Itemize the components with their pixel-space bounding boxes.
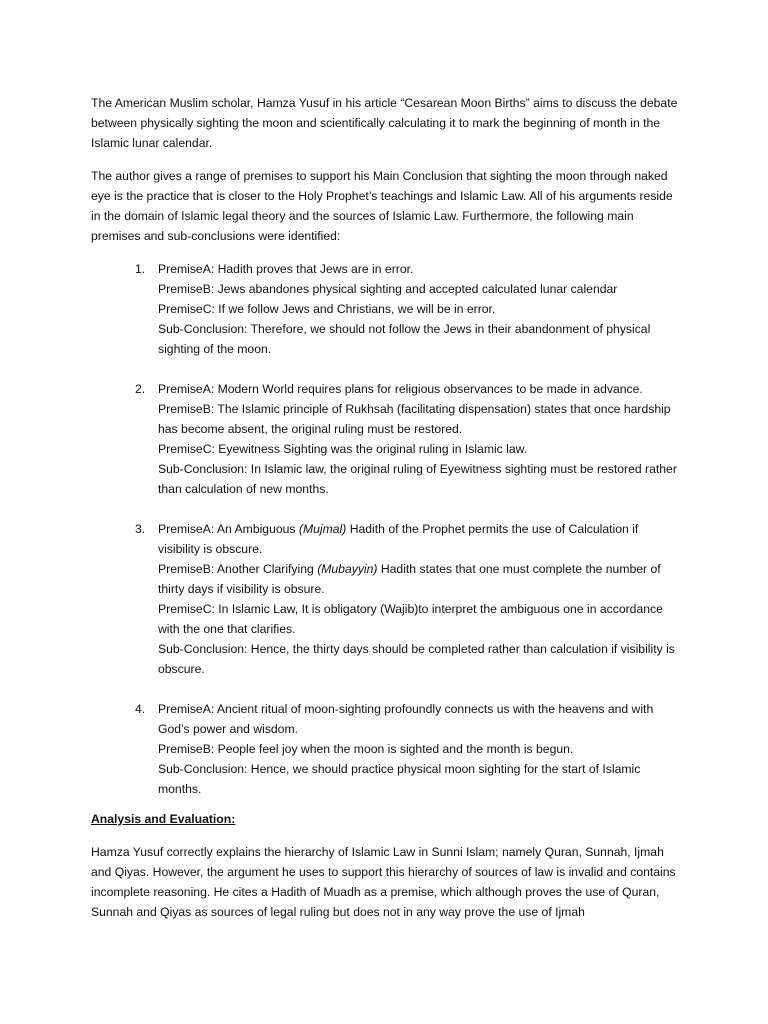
premise-b-text-start: PremiseB: Another Clarifying [158, 562, 318, 576]
premise-b: PremiseB: People feel joy when the moon is sighted and the month is begun. [158, 742, 574, 756]
analysis-paragraph: Hamza Yusuf correctly explains the hierarchy of Islamic Law in Sunni Islam; namely Quran, Sunnah, Ijmah and Qiyas. However, the argument he uses to support this hierarchy of sources of law is invalid and contains incomplete reasoning. He cites a Hadith of Muadh as a premise, which although proves the use of Quran, Sunnah and Qiyas as sources of legal ruling but does not in any way prove the use of Ijmah [91, 845, 676, 919]
list-item-number: 4. [135, 702, 146, 716]
list-item-number: 3. [135, 522, 146, 536]
premise-a-term: (Mujmal) [298, 522, 347, 536]
premise-a: PremiseA: Hadith proves that Jews are in error. [158, 262, 414, 276]
premise-a: PremiseA: Ancient ritual of moon-sighting profoundly connects us with the heavens and with God’s power and wisdom. [158, 702, 654, 736]
list-item [135, 259, 678, 359]
premise-b: PremiseB: Jews abandones physical sighting and accepted calculated lunar calendar [158, 282, 618, 296]
sub-conclusion: Sub-Conclusion: Therefore, we should not follow the Jews in their abandonment of physical sighting of the moon. [158, 322, 651, 356]
premise-b: PremiseB: The Islamic principle of Rukhsah (facilitating dispensation) states that once hardship has become absent, the original ruling must be restored. [158, 402, 671, 436]
author-paragraph: The author gives a range of premises to support his Main Conclusion that sighting the moon through naked eye is the practice that is closer to the Holy Prophet’s teachings and Islamic Law. All of his arguments reside in the domain of Islamic legal theory and the sources of Islamic Law. Furthermore, the following main premises and sub-conclusions were identified: [91, 169, 673, 243]
premises-list [91, 259, 678, 799]
list-item [135, 379, 678, 499]
list-item-number: 2. [135, 382, 146, 396]
analysis-heading-colon: : [231, 812, 236, 826]
premise-c: PremiseC: If we follow Jews and Christians, we will be in error. [158, 302, 496, 316]
intro-paragraph: The American Muslim scholar, Hamza Yusuf in his article “Cesarean Moon Births” aims to discuss the debate between physically sighting the moon and scientifically calculating it to mark the beginning of month in the Islamic lunar calendar. [91, 96, 678, 150]
list-item [135, 699, 678, 799]
premise-c: PremiseC: Eyewitness Sighting was the original ruling in Islamic law. [158, 442, 528, 456]
premise-a-text-end: Hadith of the Prophet permits the use of Calculation if visibility is obscure. [158, 522, 639, 556]
premise-a [158, 519, 678, 559]
premise-c: PremiseC: In Islamic Law, It is obligatory (Wajib)to interpret the ambiguous one in accordance with the one that clarifies. [158, 602, 663, 636]
sub-conclusion: Sub-Conclusion: Hence, we should practice physical moon sighting for the start of Islamic months. [158, 762, 641, 796]
premise-b-text-end: Hadith states that one must complete the number of thirty days if visibility is obsure. [158, 562, 661, 596]
premise-a: PremiseA: Modern World requires plans for religious observances to be made in advance. [158, 382, 643, 396]
list-item [135, 519, 678, 679]
analysis-heading [91, 809, 678, 829]
premise-b [158, 559, 678, 599]
sub-conclusion: Sub-Conclusion: In Islamic law, the original ruling of Eyewitness sighting must be restored rather than calculation of new months. [158, 462, 677, 496]
analysis-heading-text: Analysis and Evaluation [91, 812, 232, 826]
premise-b-term: (Mubayyin) [317, 562, 378, 576]
list-item-number: 1. [135, 262, 146, 276]
premise-a-text-start: PremiseA: An Ambiguous [158, 522, 299, 536]
sub-conclusion: Sub-Conclusion: Hence, the thirty days should be completed rather than calculation if visibility is obscure. [158, 642, 675, 676]
